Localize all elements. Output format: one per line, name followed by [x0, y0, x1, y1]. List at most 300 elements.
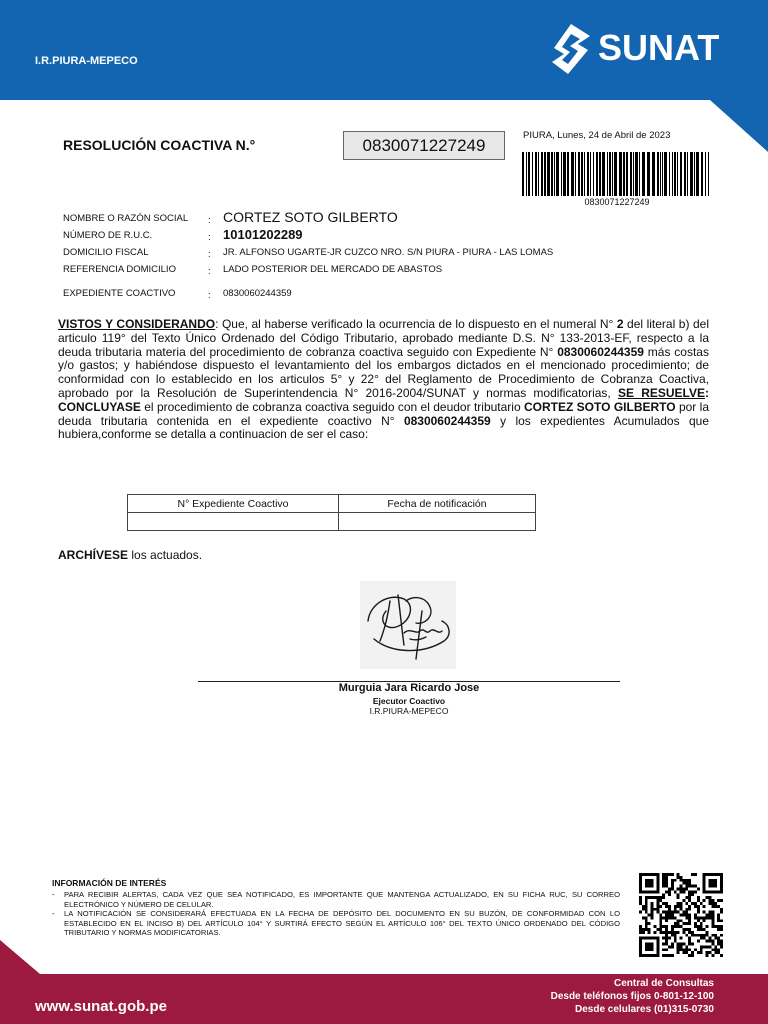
- qr-module: [659, 896, 662, 899]
- qr-module: [685, 879, 688, 882]
- qr-module: [680, 879, 683, 882]
- qr-module: [720, 940, 723, 943]
- qr-module: [659, 905, 662, 908]
- qr-module: [680, 890, 683, 893]
- barcode-bar: [623, 152, 625, 196]
- qr-module: [682, 890, 685, 893]
- barcode-bar: [690, 152, 693, 196]
- qr-module: [656, 908, 659, 911]
- qr-module: [706, 914, 709, 917]
- qr-module: [694, 890, 697, 893]
- barcode-bar: [635, 152, 638, 196]
- qr-module: [711, 943, 714, 946]
- barcode-bar: [662, 152, 663, 196]
- qr-module: [674, 916, 677, 919]
- qr-module: [682, 928, 685, 931]
- contact-title: Central de Consultas: [613, 978, 714, 989]
- qr-module: [711, 934, 714, 937]
- qr-module: [688, 914, 691, 917]
- table-cell: [339, 513, 536, 531]
- qr-module: [645, 879, 654, 888]
- ruc-number: 10101202289: [223, 227, 303, 242]
- qr-module: [665, 885, 668, 888]
- body-text-1: : Que, al haberse verificado la ocurrencia de lo dispuesto en el numeral N°: [215, 317, 617, 331]
- qr-module: [662, 916, 665, 919]
- qr-module: [642, 905, 645, 908]
- qr-module: [674, 925, 677, 928]
- qr-module: [700, 948, 703, 951]
- qr-module: [688, 908, 691, 911]
- barcode-bar: [563, 152, 566, 196]
- qr-module: [677, 925, 680, 928]
- qr-module: [645, 905, 648, 908]
- qr-module: [674, 879, 677, 882]
- barcode-bar: [567, 152, 569, 196]
- qr-module: [717, 905, 720, 908]
- table-row: [128, 513, 536, 531]
- qr-module: [659, 931, 662, 934]
- qr-module: [662, 931, 665, 934]
- qr-module: [662, 885, 665, 888]
- qr-module: [671, 928, 674, 931]
- qr-module: [714, 937, 717, 940]
- barcode-bar: [633, 152, 634, 196]
- qr-module: [717, 940, 720, 943]
- qr-module: [709, 940, 712, 943]
- qr-module: [662, 925, 665, 928]
- barcode-bar: [630, 152, 632, 196]
- qr-module: [688, 882, 691, 885]
- website-link[interactable]: www.sunat.gob.pe: [35, 998, 167, 1015]
- qr-module: [662, 954, 665, 957]
- qr-module: [653, 925, 656, 928]
- qr-module: [682, 882, 685, 885]
- qr-module: [680, 914, 683, 917]
- qr-module: [677, 873, 680, 876]
- qr-module: [714, 934, 717, 937]
- qr-module: [688, 896, 691, 899]
- qr-module: [706, 940, 709, 943]
- qr-module: [674, 908, 677, 911]
- qr-module: [662, 937, 665, 940]
- archive-statement: [58, 548, 202, 562]
- qr-module: [694, 902, 697, 905]
- qr-module: [665, 911, 668, 914]
- qr-module: [642, 931, 645, 934]
- qr-module: [697, 934, 700, 937]
- qr-module: [700, 902, 703, 905]
- qr-module: [688, 893, 691, 896]
- qr-module: [668, 916, 671, 919]
- barcode-bar: [535, 152, 537, 196]
- qr-module: [662, 882, 665, 885]
- colon: :: [208, 215, 211, 226]
- qr-module: [668, 890, 671, 893]
- qr-module: [668, 905, 671, 908]
- sunat-logo-text: SUNAT: [598, 27, 720, 68]
- barcode-bar: [647, 152, 650, 196]
- qr-module: [706, 925, 709, 928]
- qr-module: [717, 899, 720, 902]
- body-file-number-2: 0830060244359: [403, 413, 491, 428]
- qr-module: [680, 908, 683, 911]
- qr-module: [677, 887, 680, 890]
- qr-module: [668, 945, 671, 948]
- barcode-bar: [526, 152, 527, 196]
- qr-module: [697, 896, 700, 899]
- qr-module: [711, 922, 714, 925]
- qr-module: [709, 914, 712, 917]
- table-header-date: Fecha de notificación: [339, 495, 536, 513]
- qr-module: [694, 885, 697, 888]
- qr-module: [691, 954, 694, 957]
- qr-module: [697, 905, 700, 908]
- barcode-bar: [528, 152, 530, 196]
- contact-mobile: Desde celulares (01)315-0730: [575, 1004, 714, 1015]
- qr-module: [674, 931, 677, 934]
- qr-module: [662, 879, 665, 882]
- qr-module: [694, 934, 697, 937]
- qr-module: [711, 948, 714, 951]
- body-text-2: del literal b) del articulo 119° del Texto Único Ordenado del Código Tributario, aprobado mediante D.S. N° 133-2013-EF, respecto a la deuda tributaria materia del procedimiento de cobranza coactiva seguido con Expediente N°: [58, 317, 709, 359]
- qr-module: [694, 948, 697, 951]
- colon: :: [208, 290, 211, 301]
- barcode-bar: [705, 152, 706, 196]
- qr-module: [711, 914, 714, 917]
- qr-module: [665, 902, 668, 905]
- qr-module: [651, 896, 654, 899]
- qr-module: [685, 911, 688, 914]
- qr-module: [688, 928, 691, 931]
- qr-module: [685, 887, 688, 890]
- qr-module: [711, 916, 714, 919]
- barcode-bar: [701, 152, 703, 196]
- resolution-number-box: [343, 131, 505, 160]
- qr-module: [691, 873, 694, 876]
- qr-module: [653, 896, 656, 899]
- qr-module: [659, 919, 662, 922]
- qr-module: [648, 914, 651, 917]
- qr-module: [703, 916, 706, 919]
- qr-module: [680, 887, 683, 890]
- qr-module: [680, 948, 683, 951]
- qr-module: [694, 922, 697, 925]
- qr-module: [677, 931, 680, 934]
- qr-module: [639, 899, 642, 902]
- barcode-bar: [578, 152, 580, 196]
- qr-module: [648, 928, 651, 931]
- qr-module: [682, 948, 685, 951]
- qr-module: [642, 928, 645, 931]
- qr-module: [671, 914, 674, 917]
- qr-module: [651, 914, 654, 917]
- barcode-bar: [612, 152, 613, 196]
- qr-module: [639, 931, 642, 934]
- resolution-title: RESOLUCIÓN COACTIVA N.°: [63, 137, 256, 153]
- qr-module: [677, 902, 680, 905]
- qr-module: [688, 931, 691, 934]
- qr-module: [688, 919, 691, 922]
- qr-module: [691, 902, 694, 905]
- qr-module: [697, 908, 700, 911]
- barcode-bar: [551, 152, 553, 196]
- qr-module: [662, 902, 665, 905]
- qr-module: [645, 908, 648, 911]
- qr-module: [665, 914, 668, 917]
- qr-module: [645, 925, 648, 928]
- qr-module: [720, 908, 723, 911]
- qr-module: [668, 911, 671, 914]
- qr-module: [688, 922, 691, 925]
- qr-module: [720, 911, 723, 914]
- qr-module: [645, 922, 648, 925]
- qr-module: [688, 948, 691, 951]
- barcode-bar: [587, 152, 589, 196]
- ruc-label: NÚMERO DE R.U.C.: [63, 230, 153, 241]
- barcode-bar: [590, 152, 591, 196]
- qr-module: [694, 914, 697, 917]
- qr-module: [680, 885, 683, 888]
- qr-module: [711, 925, 714, 928]
- qr-module: [653, 908, 656, 911]
- barcode-bar: [694, 152, 695, 196]
- qr-module: [714, 905, 717, 908]
- interest-title: INFORMACIÓN DE INTERÉS: [52, 878, 167, 888]
- qr-module: [714, 951, 717, 954]
- qr-module: [671, 943, 674, 946]
- qr-module: [662, 943, 665, 946]
- header-corner-decoration: [710, 100, 768, 152]
- qr-module: [688, 905, 691, 908]
- signer-office: I.R.PIURA-MEPECO: [369, 706, 449, 716]
- barcode-bar: [684, 152, 686, 196]
- qr-module: [662, 873, 665, 876]
- qr-module: [711, 899, 714, 902]
- place-date: PIURA, Lunes, 24 de Abril de 2023: [523, 130, 671, 141]
- qr-module: [665, 931, 668, 934]
- barcode-bar: [571, 152, 574, 196]
- qr-module: [714, 945, 717, 948]
- qr-module: [706, 931, 709, 934]
- colon: :: [208, 232, 211, 243]
- barcode-bar: [581, 152, 583, 196]
- qr-module: [697, 899, 700, 902]
- qr-module: [680, 925, 683, 928]
- qr-module: [677, 919, 680, 922]
- qr-module: [671, 931, 674, 934]
- qr-module: [697, 925, 700, 928]
- qr-module: [668, 954, 671, 957]
- qr-module: [665, 940, 668, 943]
- qr-module: [685, 902, 688, 905]
- qr-module: [703, 919, 706, 922]
- qr-module: [665, 890, 668, 893]
- qr-module: [671, 954, 674, 957]
- barcode-bar: [609, 152, 611, 196]
- qr-module: [671, 925, 674, 928]
- interest-item: - LA NOTIFICACIÓN SE CONSIDERARÁ EFECTUADA EN LA FECHA DE DEPÓSITO DEL DOCUMENTO EN SU BUZÓN, DE CONFORMIDAD CON LO ESTABLECIDO EN EL INCISO B) DEL ARTÍCULO 104° Y SURTIRÁ EFECTO SEGÚN EL ARTÍCULO 106° DEL TEXTO ÚNICO ORDENADO DEL CÓDIGO TRIBUTARIO Y NORMAS MODIFICATORIAS.: [52, 909, 620, 938]
- header-office: I.R.PIURA-MEPECO: [35, 55, 138, 67]
- qr-module: [674, 934, 677, 937]
- barcode-bar: [626, 152, 628, 196]
- qr-module: [680, 876, 683, 879]
- qr-module: [685, 928, 688, 931]
- archive-bold: ARCHÍVESE: [58, 548, 129, 562]
- qr-module: [671, 887, 674, 890]
- qr-module: [685, 951, 688, 954]
- contact-info: [460, 977, 714, 1016]
- qr-module: [682, 879, 685, 882]
- qr-module: [706, 896, 709, 899]
- qr-module: [709, 899, 712, 902]
- qr-module: [694, 905, 697, 908]
- table-header-file: N° Expediente Coactivo: [128, 495, 339, 513]
- body-file-number: 0830060244359: [557, 344, 644, 359]
- qr-module: [680, 945, 683, 948]
- qr-module: [703, 911, 706, 914]
- taxpayer-name: CORTEZ SOTO GILBERTO: [223, 209, 398, 225]
- qr-module: [717, 951, 720, 954]
- qr-module: [691, 943, 694, 946]
- qr-module: [674, 911, 677, 914]
- taxpayer-name-label: NOMBRE O RAZÓN SOCIAL: [63, 213, 189, 224]
- qr-module: [668, 893, 671, 896]
- qr-module: [697, 887, 700, 890]
- qr-module: [680, 919, 683, 922]
- qr-module: [656, 902, 659, 905]
- qr-module: [662, 893, 665, 896]
- qr-module: [682, 931, 685, 934]
- qr-module: [685, 896, 688, 899]
- qr-module: [720, 934, 723, 937]
- qr-module: [671, 879, 674, 882]
- qr-module: [665, 905, 668, 908]
- qr-module: [645, 911, 648, 914]
- qr-module: [694, 925, 697, 928]
- qr-module: [639, 896, 642, 899]
- qr-module: [677, 896, 680, 899]
- qr-module: [717, 943, 720, 946]
- qr-module: [677, 876, 680, 879]
- qr-module: [711, 905, 714, 908]
- qr-module: [694, 916, 697, 919]
- qr-module: [656, 896, 659, 899]
- barcode-bar: [680, 152, 682, 196]
- qr-module: [653, 931, 656, 934]
- qr-module: [668, 937, 671, 940]
- qr-module: [700, 925, 703, 928]
- qr-module: [662, 896, 665, 899]
- qr-module: [668, 887, 671, 890]
- qr-code: [637, 873, 725, 957]
- qr-module: [668, 914, 671, 917]
- qr-module: [685, 948, 688, 951]
- barcode-bar: [599, 152, 601, 196]
- qr-module: [709, 937, 712, 940]
- footer-corner-decoration: [0, 940, 40, 974]
- qr-module: [688, 885, 691, 888]
- qr-module: [665, 928, 668, 931]
- qr-module: [711, 902, 714, 905]
- qr-module: [677, 951, 680, 954]
- qr-module: [665, 934, 668, 937]
- qr-module: [703, 905, 706, 908]
- qr-module: [648, 896, 651, 899]
- qr-module: [659, 916, 662, 919]
- interest-list: [52, 890, 620, 938]
- handwritten-signature: [360, 581, 456, 669]
- qr-module: [665, 873, 668, 876]
- qr-module: [651, 908, 654, 911]
- qr-module: [706, 954, 709, 957]
- qr-module: [703, 899, 706, 902]
- qr-module: [639, 902, 642, 905]
- barcode-bar: [708, 152, 709, 196]
- reference-label: REFERENCIA DOMICILIO: [63, 264, 176, 275]
- qr-module: [706, 934, 709, 937]
- qr-module: [639, 925, 642, 928]
- qr-module: [717, 928, 720, 931]
- qr-module: [651, 902, 654, 905]
- qr-module: [668, 908, 671, 911]
- qr-module: [691, 885, 694, 888]
- qr-module: [700, 934, 703, 937]
- qr-module: [645, 928, 648, 931]
- qr-module: [680, 937, 683, 940]
- barcode-bar: [677, 152, 678, 196]
- qr-module: [685, 908, 688, 911]
- qr-module: [677, 911, 680, 914]
- qr-module: [688, 937, 691, 940]
- qr-module: [709, 902, 712, 905]
- qr-module: [697, 916, 700, 919]
- qr-module: [700, 928, 703, 931]
- body-text-3: más costas y/o gastos; y habiéndose dispuesto el levantamiento del los embargos dictados en el mencionado procedimiento; de conformidad con lo establecido en los articulos 5° y 22° del Reglamento de Procedimiento de Cobranza Coactiva, aprobado por la Resolución de Superintendencia N° 2016-2004/SUNAT y normas modificatorias,: [58, 344, 709, 400]
- qr-module: [665, 925, 668, 928]
- qr-module: [680, 902, 683, 905]
- qr-module: [700, 937, 703, 940]
- qr-module: [645, 899, 648, 902]
- qr-module: [671, 916, 674, 919]
- qr-module: [665, 937, 668, 940]
- qr-module: [703, 928, 706, 931]
- qr-module: [717, 914, 720, 917]
- interest-item: - PARA RECIBIR ALERTAS, CADA VEZ QUE SEA NOTIFICADO, ES IMPORTANTE QUE MANTENGA ACTUALIZADO, EN SU FICHA RUC, SU CORREO ELECTRÓNICO Y NÚMERO DE CELULAR.: [52, 890, 620, 909]
- barcode-bar: [532, 152, 533, 196]
- qr-module: [645, 896, 648, 899]
- qr-module: [720, 954, 723, 957]
- barcode-bar: [674, 152, 676, 196]
- barcode-bar: [642, 152, 645, 196]
- resolution-number: 0830071227249: [362, 136, 486, 155]
- barcode-bar: [544, 152, 546, 196]
- qr-module: [665, 916, 668, 919]
- qr-module: [682, 911, 685, 914]
- qr-module: [668, 873, 671, 876]
- body-debtor: CORTEZ SOTO GILBERTO: [524, 399, 676, 414]
- qr-module: [697, 928, 700, 931]
- qr-module: [709, 916, 712, 919]
- qr-module: [671, 934, 674, 937]
- qr-module: [671, 945, 674, 948]
- barcode-bar: [602, 152, 605, 196]
- barcode-bar: [541, 152, 543, 196]
- qr-module: [668, 931, 671, 934]
- qr-module: [697, 919, 700, 922]
- qr-module: [682, 914, 685, 917]
- qr-module: [720, 899, 723, 902]
- qr-module: [665, 882, 668, 885]
